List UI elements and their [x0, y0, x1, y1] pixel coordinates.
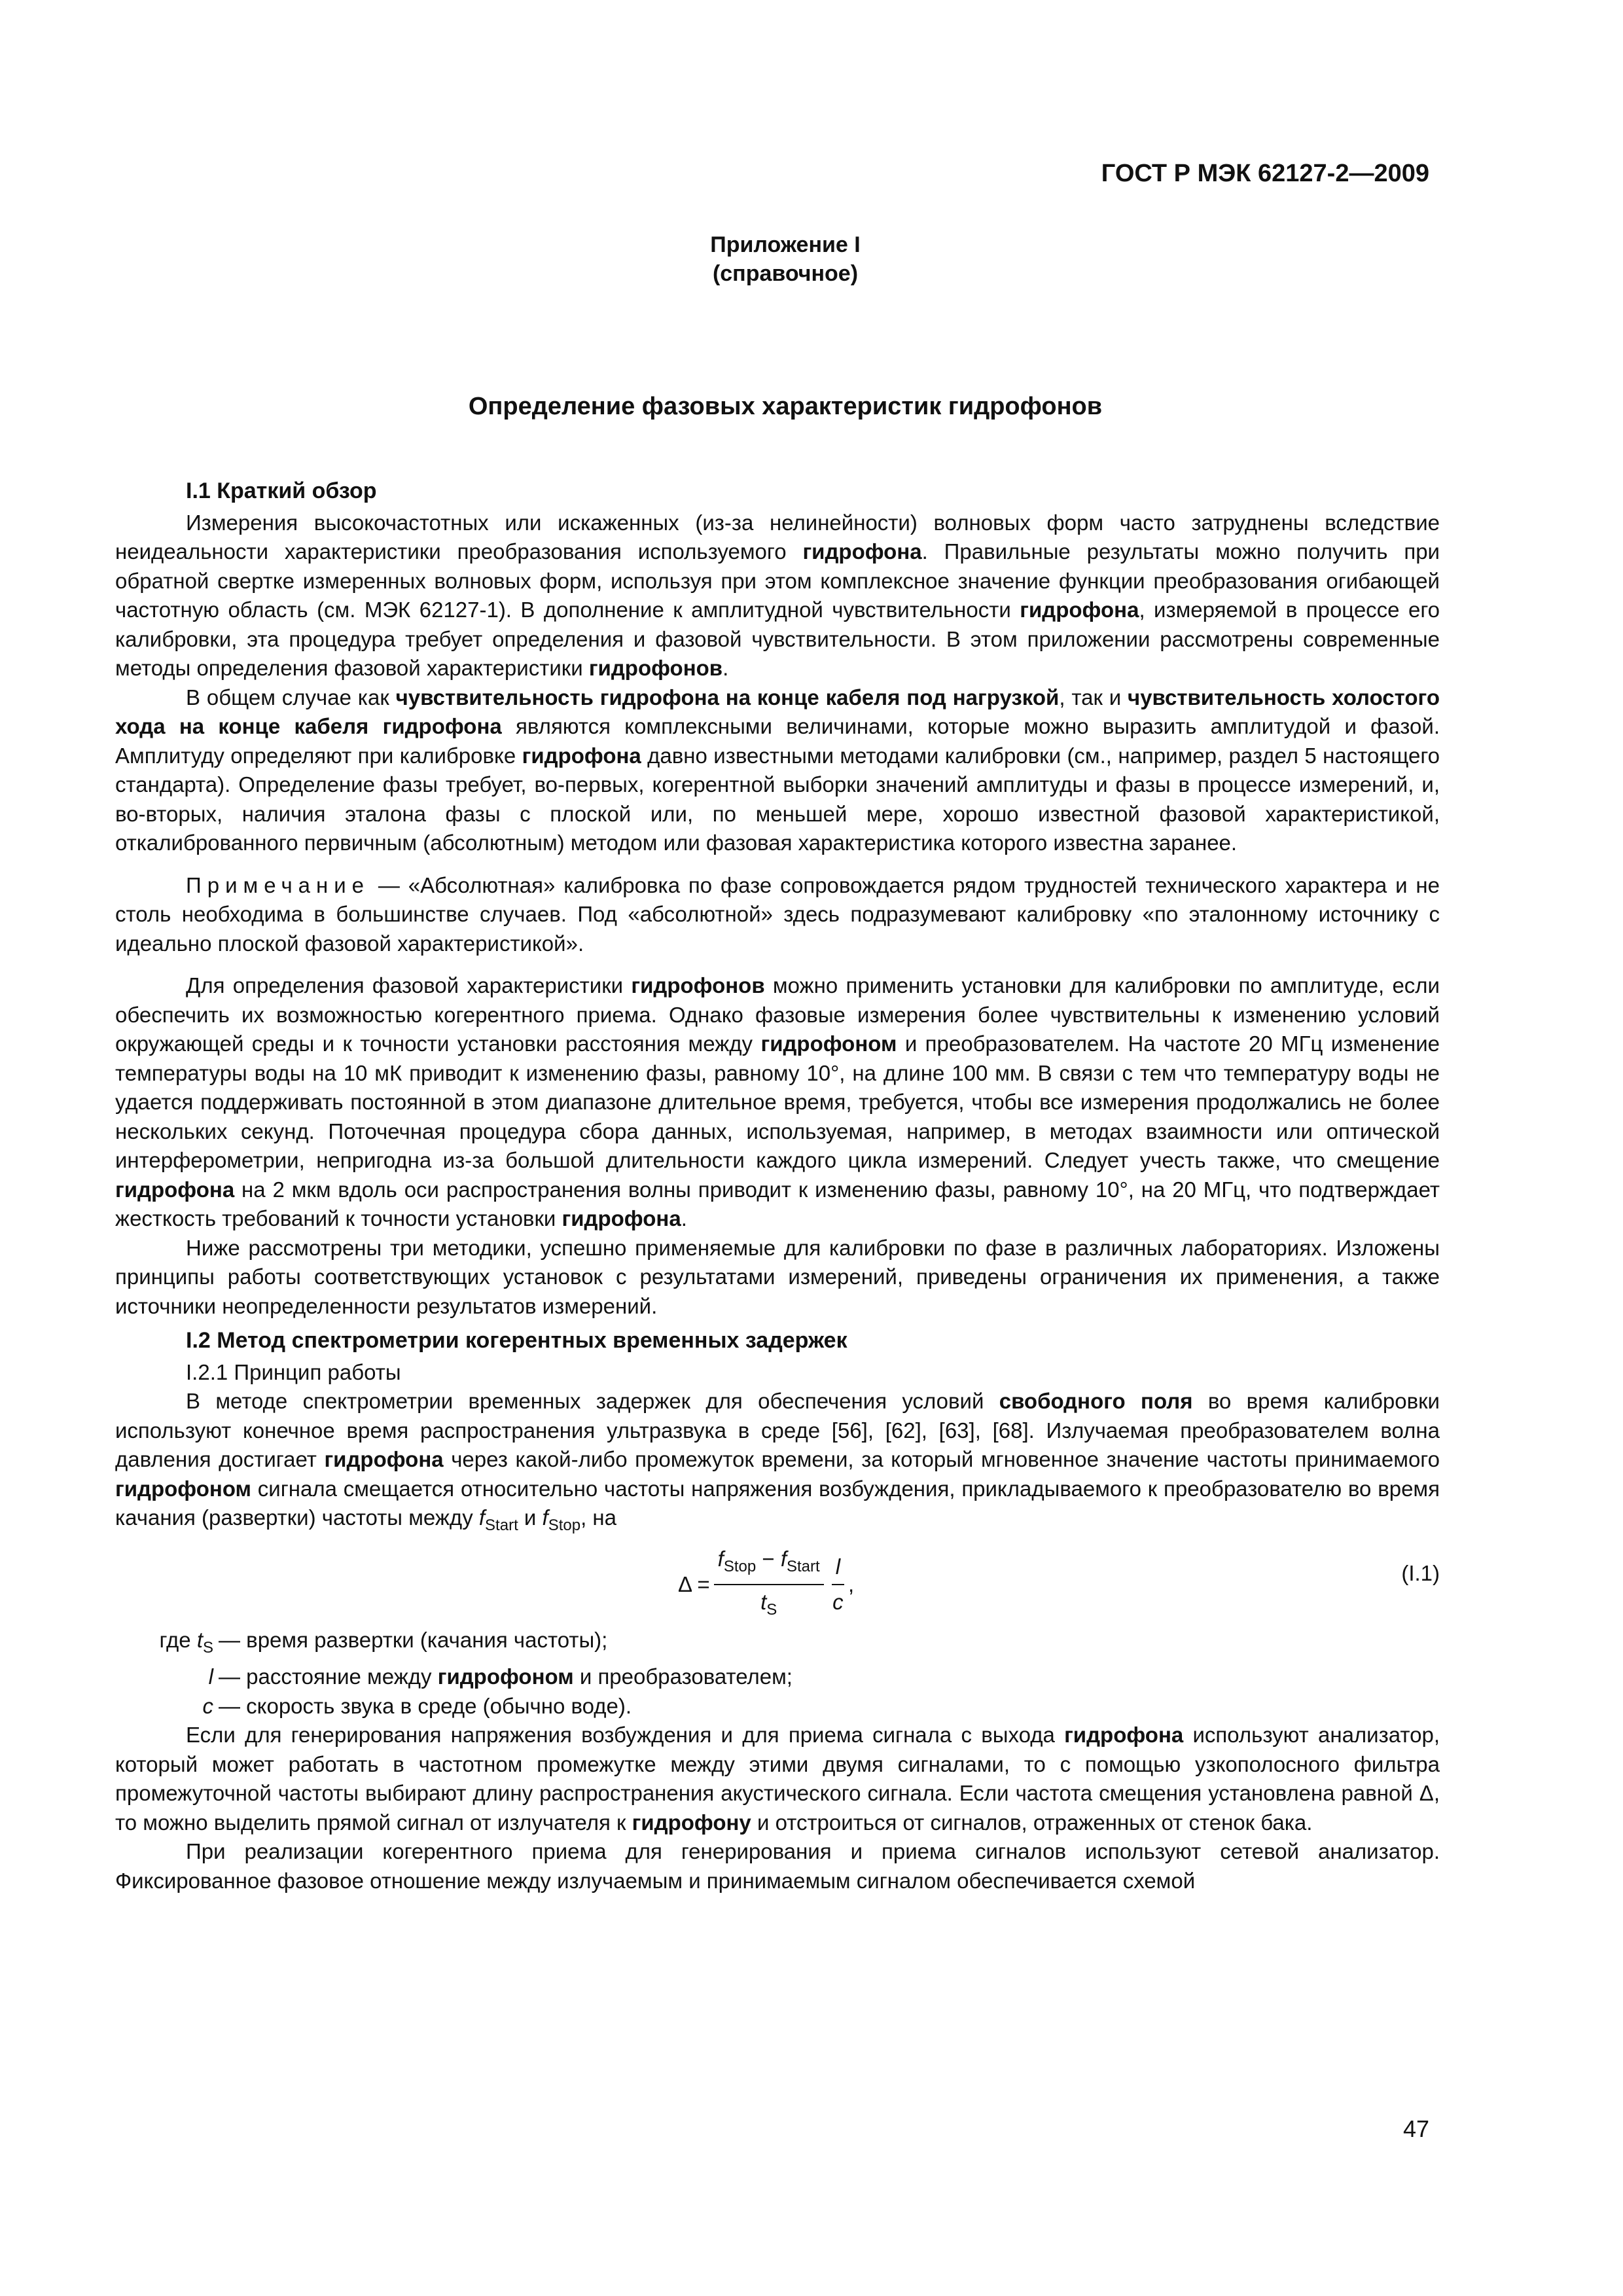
body-text [115, 471, 1440, 1895]
definition-item: l — расстояние между гидрофоном и преобразователем; [208, 1664, 793, 1689]
standard-code: ГОСТ Р МЭК 62127-2—2009 [1101, 160, 1429, 187]
definition-item: c — скорость звука в среде (обычно воде). [202, 1693, 632, 1718]
appendix-label: Приложение I [710, 232, 861, 257]
section-heading: I.2 Метод спектрометрии когерентных временных задержек [186, 1328, 847, 1353]
paragraph: Ниже рассмотрены три методики, успешно применяемые для калибровки по фазе в различных лабораториях. Изложены принципы работы соответствующих установок с результатами измерений, приведены ограничения их применения, а также источники неопределенности результатов измерений. [115, 1235, 1440, 1318]
paragraph: В общем случае как чувствительность гидрофона на конце кабеля под нагрузкой, так и чувствительность холостого хода на конце кабеля гидрофона являются комплексными величинами, которые можно выразить амплитудой и фазой. Амплитуду определяют при калибровке гидрофона давно известными методами калибровки (см., например, раздел 5 настоящего стандарта). Определение фазы требует, во-первых, когерентной выборки значений амплитуды и фазы в процессе измерений, и, во-вторых, наличия эталона фазы с плоской или, по меньшей мере, хорошо известной фазовой характеристикой, откалиброванного первичным (абсолютным) методом или фазовая характеристика которого известна заранее. [115, 685, 1440, 855]
formula-fraction: $\frac{f_{Stop} - f_{Start}}{t_S}$ [714, 1545, 824, 1625]
paragraph: При реализации когерентного приема для генерирования и приема сигналов используют сетевой анализатор. Фиксированное фазовое отношение между излучаемым и принимаемым сигналом обеспечивается схемой [115, 1839, 1440, 1893]
equation-number: (I.1) [1401, 1560, 1440, 1585]
paragraph: Для определения фазовой характеристики гидрофонов можно применить установки для калибровки по амплитуде, если обеспечить их возможностью когерентного приема. Однако фазовые измерения более чувствительны к изменению условий окружающей среды и к точности установки расстояния между гидрофоном и преобразователем. На частоте 20 МГц изменение температуры воды на 10 мК приводит к изменению фазы, равному 10°, на длине 100 мм. В связи с тем что температуру воды не удается поддерживать постоянной в этом диапазоне длительное время, требуется, чтобы все измерения продолжались не более нескольких секунд. Поточечная процедура сбора данных, используемая, например, в методах взаимности или оптической интерферометрии, непригодна из-за большой длительности каждого цикла измерений. Следует учесть также, что смещение гидрофона на 2 мкм вдоль оси распространения волны приводит к изменению фазы, равному 10°, на 20 МГц, что подтверждает жесткость требований к точности установки гидрофона. [115, 973, 1440, 1230]
appendix-status: (справочное) [712, 261, 859, 286]
page-number: 47 [1402, 2115, 1429, 2142]
section-heading: I.1 Краткий обзор [186, 478, 377, 503]
formula-I1: Δ = $\frac{f_{Stop} - f_{Start}}{t_S}$ $\frac{l}{c}$ , (I.1) [115, 1542, 1440, 1619]
paragraph: Измерения высокочастотных или искаженных (из-за нелинейности) волновых форм часто затруднены вследствие неидеальности характеристики преобразования используемого гидрофона. Правильные результаты можно получить при обратной свертке измеренных волновых форм, используя при этом комплексное значение функции преобразования огибающей частотную область (см. МЭК 62127-1). В дополнение к амплитудной чувствительности гидрофона, измеряемой в процессе его калибровки, эта процедура требует определения и фазовой чувствительности. В этом приложении рассмотрены современные методы определения фазовой характеристики гидрофонов. [115, 510, 1440, 680]
paragraph: В методе спектрометрии временных задержек для обеспечения условий свободного поля во время калибровки используют конечное время распространения ультразвука в среде [56], [62], [63], [68]. Излучаемая преобразователем волна давления достигает гидрофона через какой-либо промежуток времени, за который мгновенное значение частоты принимаемого гидрофоном сигнала смещается относительно частоты напряжения возбуждения, прикладываемого к преобразователю во время качания (развертки) частоты между $f_{Start}$ и $f_{Stop}$, на [115, 1389, 1440, 1534]
formula-lhs: Δ = [678, 1571, 710, 1596]
page-title: Определение фазовых характеристик гидрофонов [468, 393, 1103, 420]
note-paragraph: Примечание — «Абсолютная» калибровка по фазе сопровождается рядом трудностей технического характера и не столь необходима в большинстве случаев. Под «абсолютной» здесь подразумевают калибровку «по эталонному источнику с идеально плоской фазовой характеристикой». [115, 872, 1440, 956]
paragraph: Если для генерирования напряжения возбуждения и для приема сигнала с выхода гидрофона используют анализатор, который может работать в частотном промежутке между этими двумя сигналами, то с помощью узкополосного фильтра промежуточной частоты выбирают длину распространения акустического сигнала. Если частота смещения установлена равной Δ, то можно выделить прямой сигнал от излучателя к гидрофону и отстроиться от сигналов, отраженных от стенок бака. [115, 1723, 1440, 1835]
formula-fraction-2: $\frac{l}{c}$ [832, 1552, 844, 1617]
definition-item: где $t_S$ — время развертки (качания частоты); [159, 1627, 608, 1657]
appendix-heading [0, 230, 1571, 288]
subsection-heading: I.2.1 Принцип работы [186, 1359, 401, 1384]
symbol-definitions [115, 1626, 1440, 1721]
